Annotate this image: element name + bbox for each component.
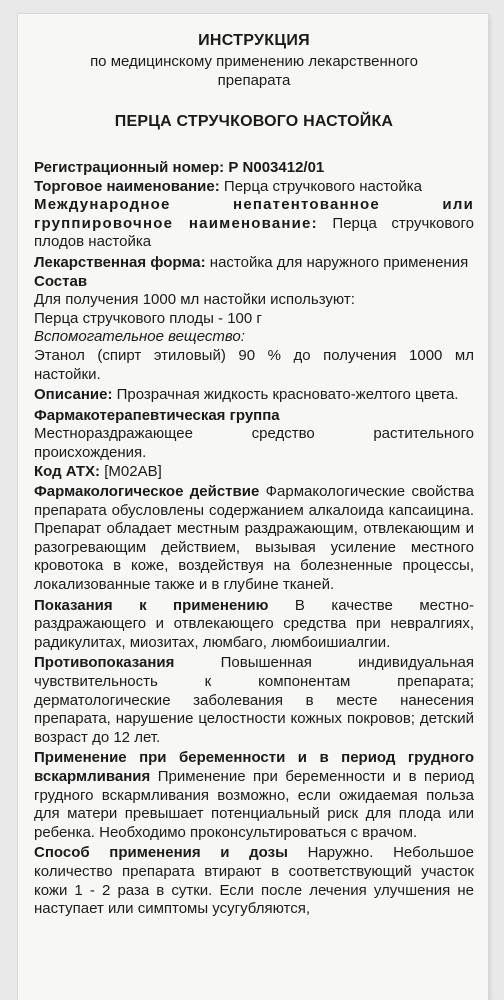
contraindications-value: Повышенная индивидуальная чувствительность к компонентам препарата; дерматологические заболевания в месте нанесения препарата, нарушение целостности кожных покровов; детский возраст до 12 лет. xyxy=(34,654,474,746)
inn-label: Международное непатентованное или группировочное наименование: xyxy=(34,196,474,232)
indications-section xyxy=(34,597,474,653)
contraindications-label: Противопоказания xyxy=(34,654,175,672)
dosage-section xyxy=(34,844,474,918)
document-title: ИНСТРУКЦИЯ xyxy=(198,32,310,49)
pharm-action-value: Фармакологические свойства препарата обусловлены содержанием алкалоида капсаицина. Препарат обладает местным раздражающим, отвлекающим и разогревающим действием, вызывая усиление местного кровотока в коже, воздействуя на болезненные процессы, локализованные также и в глубине тканей. xyxy=(34,483,474,594)
instruction-leaflet xyxy=(18,14,488,1000)
description-value: Прозрачная жидкость красновато-желтого цвета. xyxy=(116,386,459,404)
dosage-form xyxy=(34,254,474,273)
inn-value: Перца стручкового плодов настойка xyxy=(34,214,474,251)
pharm-action-label: Фармакологическое действие xyxy=(34,483,260,501)
drug-name-heading: ПЕРЦА СТРУЧКОВОГО НАСТОЙКА xyxy=(114,113,394,130)
trade-name-value: Перца стручкового настойка xyxy=(223,177,422,195)
pharm-group-value: Местнораздражающее средство растительного происхождения. xyxy=(34,425,474,461)
dosage-value: Наружно. Небольшое количество препарата втирают в соответствующий участок кожи 1 - 2 раза в сутки. Если после лечения улучшения не наступает или симптомы усугубляются, xyxy=(34,844,474,918)
composition-line-2: Перца стручкового плоды - 100 г xyxy=(34,309,262,327)
leaflet-content xyxy=(34,28,474,919)
auxiliary-substance-label: Вспомогательное вещество: xyxy=(34,328,245,346)
indications-label: Показания к применению xyxy=(34,596,269,614)
document-subtitle: по медицинскому применению лекарственного препарата xyxy=(90,53,418,89)
auxiliary-substance-value: Этанол (спирт этиловый) 90 % до получения 1000 мл настойки. xyxy=(34,346,474,383)
trade-name-label: Торговое наименование: xyxy=(34,177,220,195)
atx-code xyxy=(34,463,474,482)
indications-value: В качестве местно-раздражающего и отвлекающего средства при невралгиях, радикулитах, миозитах, люмбаго, люмбоишиалгии. xyxy=(34,596,474,651)
composition-heading: Состав xyxy=(34,272,88,290)
atx-value: [М02АВ] xyxy=(104,462,162,480)
pharm-group-heading: Фармакотерапевтическая группа xyxy=(34,406,280,424)
composition-line-1: Для получения 1000 мл настойки используют: xyxy=(34,291,355,309)
description-section xyxy=(34,386,474,405)
dosage-form-label: Лекарственная форма: xyxy=(34,253,206,271)
atx-label: Код АТХ: xyxy=(34,462,101,480)
dosage-label: Способ применения и дозы xyxy=(34,844,288,862)
pharm-action-section xyxy=(34,483,474,595)
registration-number: Регистрационный номер: Р N003412/01 xyxy=(34,159,325,176)
dosage-form-value: настойка для наружного применения xyxy=(209,253,469,271)
trade-name xyxy=(34,178,474,197)
inn-section xyxy=(34,196,474,252)
description-label: Описание: xyxy=(34,386,113,404)
pregnancy-section xyxy=(34,749,474,842)
pregnancy-value: Применение при беременности и в период грудного вскармливания возможно, если ожидаемая польза для матери превышает потенциальный риск для плода или ребенка. Необходимо проконсультироваться с врачом. xyxy=(34,768,475,841)
contraindications-section xyxy=(34,654,474,747)
pregnancy-label: Применение при беременности и в период грудного вскармливания xyxy=(34,749,474,785)
